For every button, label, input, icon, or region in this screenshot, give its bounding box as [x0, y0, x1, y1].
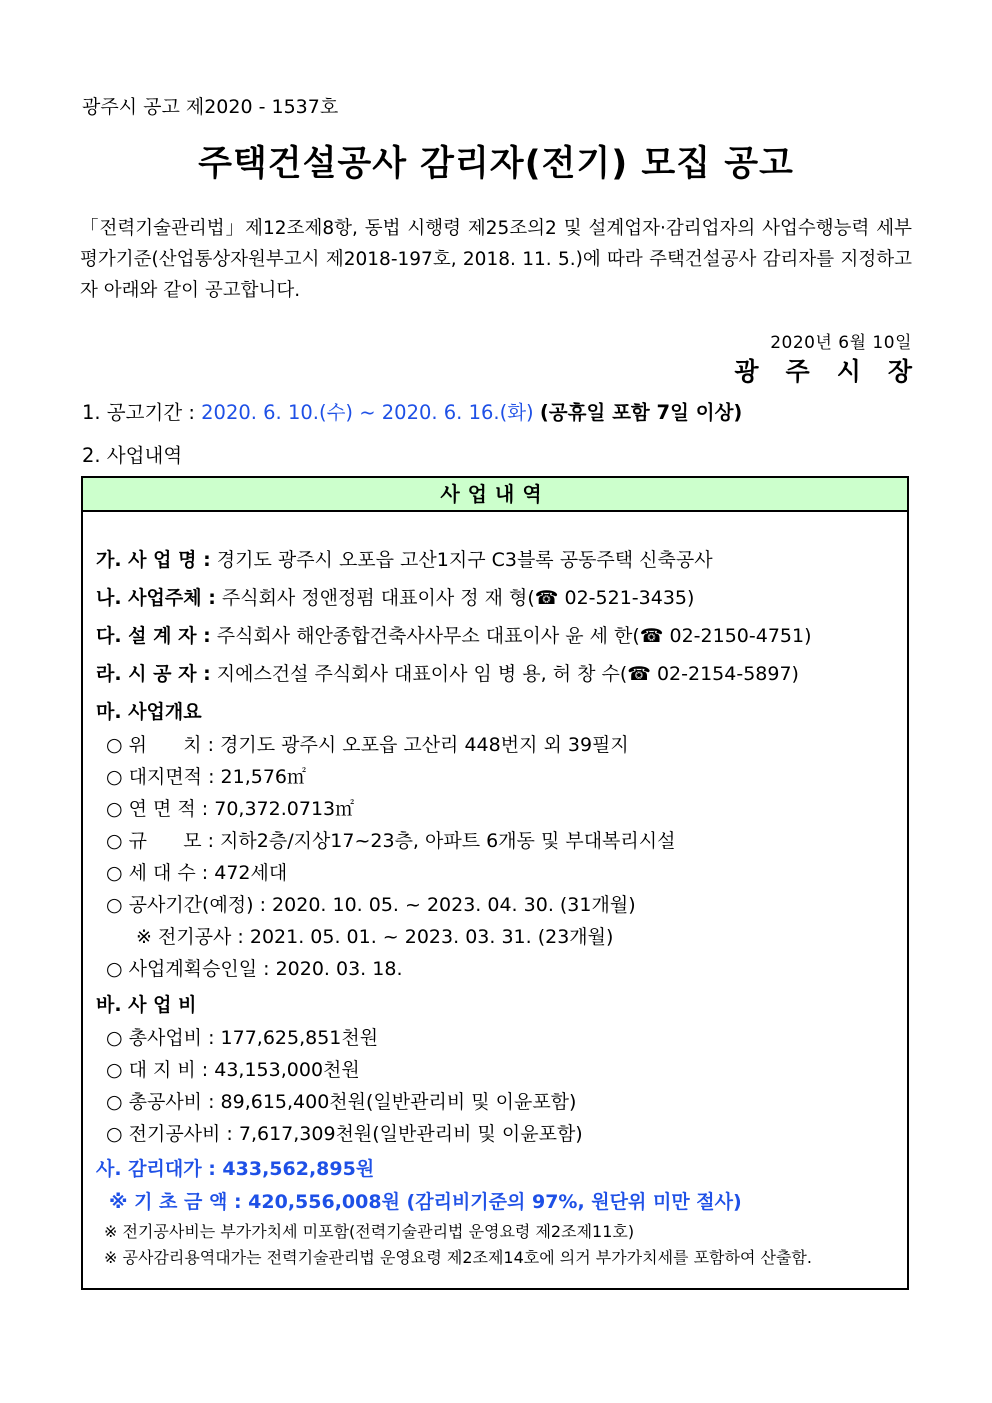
cost-item: ○ 전기공사비 : 7,617,309천원(일반관리비 및 이윤포함) — [106, 1123, 583, 1145]
intro-paragraph: 「전력기술관리법」제12조제8항, 동법 시행령 제25조의2 및 설계업자·감리업자의 사업수행능력 세부평가기준(산업통상자원부고시 제2018-197호, 2018. 11. 5.)에 따라 주택건설공사 감리자를 지정하고자 아래와 같이 공고합니다. — [80, 218, 912, 301]
project-designer: 다. 설 계 자 : 주식회사 해안종합건축사사무소 대표이사 윤 세 한(☎ 02-2150-4751) — [96, 625, 812, 647]
project-contractor: 라. 시 공 자 : 지에스건설 주식회사 대표이사 임 병 용, 허 창 수(☎ 02-2154-5897) — [96, 663, 799, 685]
issuer: 광주시장 — [734, 357, 939, 386]
section-2-label: 2. 사업내역 — [82, 444, 183, 467]
overview-subnote: ※ 전기공사 : 2021. 05. 01. ~ 2023. 03. 31. (23개월) — [136, 926, 614, 948]
notice-number: 광주시 공고 제2020 - 1537호 — [82, 96, 339, 118]
overview-item: ○ 공사기간(예정) : 2020. 10. 05. ~ 2023. 04. 30. (31개월) — [106, 894, 636, 916]
notice-date: 2020년 6월 10일 — [770, 333, 912, 353]
section-1-note: (공휴일 포함 7일 이상) — [539, 401, 743, 424]
overview-item: ○ 위 치 : 경기도 광주시 오포읍 고산리 448번지 외 39필지 — [106, 734, 629, 756]
section-1 — [82, 397, 742, 425]
overview-item: ○ 사업계획승인일 : 2020. 03. 18. — [106, 958, 403, 980]
project-details-box — [81, 476, 909, 1290]
cost-item: ○ 총사업비 : 177,625,851천원 — [106, 1027, 379, 1049]
overview-item: ○ 규 모 : 지하2층/지상17~23층, 아파트 6개동 및 부대복리시설 — [106, 830, 676, 852]
cost-label: 바. 사 업 비 — [96, 994, 197, 1016]
overview-item: ○ 대지면적 : 21,576㎡ — [106, 766, 306, 788]
section-1-label: 1. 공고기간 : — [82, 401, 195, 424]
cost-item: ○ 대 지 비 : 43,153,000천원 — [106, 1059, 360, 1081]
overview-item: ○ 세 대 수 : 472세대 — [106, 862, 288, 884]
footnote-2: ※ 공사감리용역대가는 전력기술관리법 운영요령 제2조제14호에 의거 부가가치세를 포함하여 산출함. — [104, 1248, 812, 1267]
supervision-fee: 사. 감리대가 : 433,562,895원 — [96, 1158, 375, 1180]
overview-item: ○ 연 면 적 : 70,372.0713㎡ — [106, 798, 355, 820]
project-owner: 나. 사업주체 : 주식회사 정앤정펌 대표이사 정 재 형(☎ 02-521-3435) — [96, 587, 695, 609]
box-body — [83, 510, 907, 1288]
page-title: 주택건설공사 감리자(전기) 모집 공고 — [198, 144, 794, 184]
footnote-1: ※ 전기공사비는 부가가치세 미포함(전력기술관리법 운영요령 제2조제11호) — [104, 1222, 635, 1241]
base-amount: ※ 기 초 금 액 : 420,556,008원 (감리비기준의 97%, 원단위 미만 절사) — [109, 1191, 742, 1213]
project-name: 가. 사 업 명 : 경기도 광주시 오포읍 고산1지구 C3블록 공동주택 신축공사 — [96, 549, 713, 571]
cost-item: ○ 총공사비 : 89,615,400천원(일반관리비 및 이윤포함) — [106, 1091, 577, 1113]
box-header: 사업내역 — [83, 478, 907, 512]
overview-label: 마. 사업개요 — [96, 701, 202, 723]
section-1-period: 2020. 6. 10.(수) ~ 2020. 6. 16.(화) — [201, 401, 534, 424]
